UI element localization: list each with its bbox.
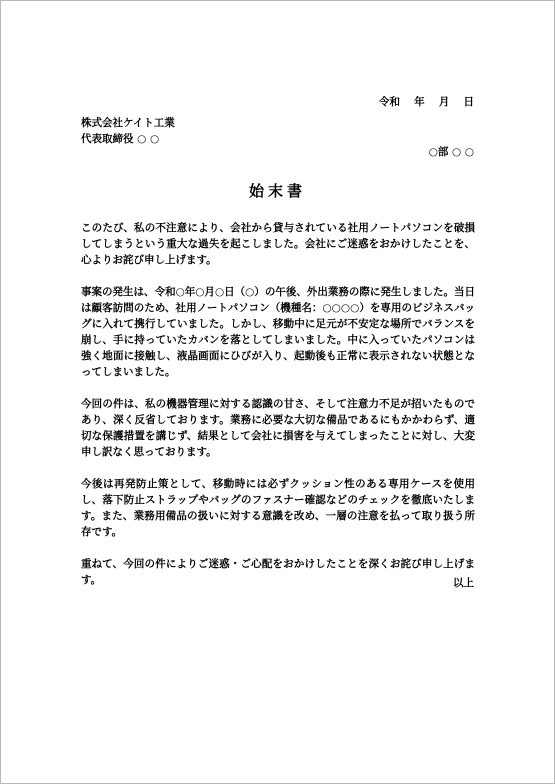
- document-body: [81, 220, 475, 604]
- body-paragraph-incident: 事案の発生は、令和○年○月○日（○）の午後、外出業務の際に発生しました。当日は顧客訪問のため、社用ノートパソコン（機種名：○○○○）を専用のビジネスバッグに入れて携行していました。しかし、移動中に足元が不安定な場所でバランスを崩し、手に持っていたカバンを落としてしまいました。中に入っていたパソコンは強く地面に接触し、液晶画面にひびが入り、起動後も正常に表示されない状態となってしまいました。: [81, 286, 475, 378]
- addressee-company: 株式会社ケイト工業: [81, 117, 175, 129]
- addressee-block: [81, 115, 175, 147]
- body-paragraph-reflection: 今回の件は、私の機器管理に対する認識の甘さ、そして注意力不足が招いたものであり、深く反省しております。業務に必要な大切な備品であるにもかかわらず、適切な保護措置を講じず、結果として会社に損害を与えてしまったことに対し、大変申し訳なく思っております。: [81, 398, 475, 458]
- closing-mark: 以上: [453, 577, 474, 589]
- body-paragraph-prevention: 今後は再発防止策として、移動時には必ずクッション性のある専用ケースを使用し、落下防止ストラップやバッグのファスナー確認などのチェックを徹底いたします。また、業務用備品の扱いに対する意識を改め、一層の注意を払って取り扱う所存です。: [81, 478, 475, 538]
- document-date: 令和 年 月 日: [379, 96, 474, 108]
- body-paragraph-apology: このたび、私の不注意により、会社から貸与されている社用ノートパソコンを破損してしまうという重大な過失を起こしました。会社にご迷惑をおかけしたことを、心よりお詫び申し上げます。: [81, 222, 475, 266]
- body-paragraph-final-apology: 重ねて、今回の件によりご迷惑・ご心配をおかけしたことを深くお詫び申し上げます。: [81, 558, 475, 586]
- document-title: 始末書: [248, 182, 306, 200]
- addressee-representative: 代表取締役 ○ ○: [81, 133, 160, 145]
- sender-name: ○部 ○ ○: [428, 146, 474, 158]
